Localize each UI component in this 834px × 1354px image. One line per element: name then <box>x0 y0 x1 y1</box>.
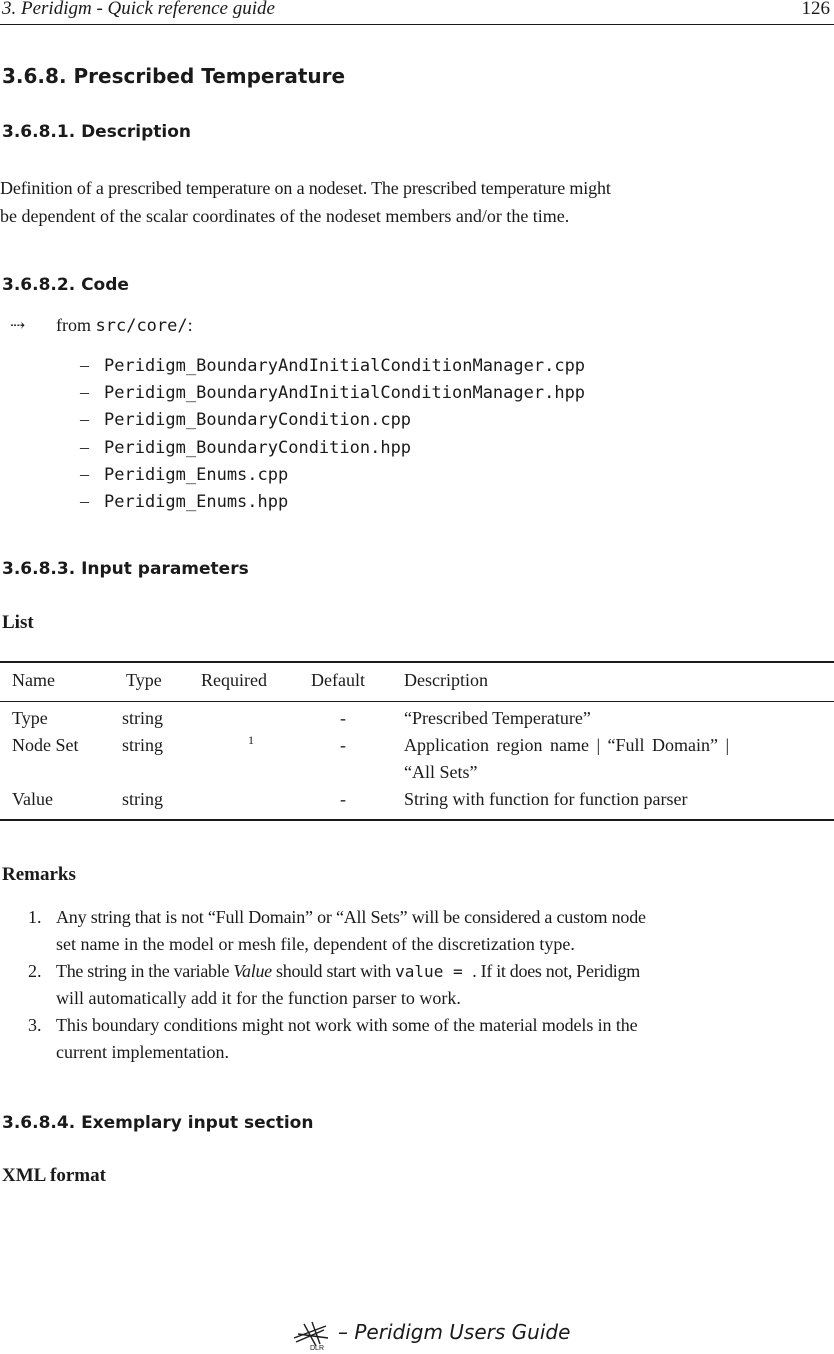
dash-bullet: – <box>80 355 89 375</box>
table-cell-description: String with function for function parser <box>404 789 688 809</box>
remark-code: value = <box>395 962 473 981</box>
dlr-logo-icon <box>290 1318 334 1352</box>
required-footnote-marker: 1 <box>248 733 254 747</box>
code-file-name: Peridigm_BoundaryCondition.hpp <box>104 437 412 458</box>
code-file-item <box>80 406 585 433</box>
code-heading: 3.6.8.2. Code <box>2 275 129 295</box>
remark-text: The string in the variable <box>56 961 234 981</box>
dash-bullet: – <box>80 436 89 457</box>
xml-format-heading: XML format <box>2 1165 106 1186</box>
code-file-name: Peridigm_BoundaryAndInitialConditionManager.hpp <box>104 383 586 404</box>
table-cell-description: Application region name | “Full Domain” | <box>404 735 730 755</box>
table-cell-name: Type <box>12 708 48 728</box>
code-file-name: Peridigm_BoundaryCondition.cpp <box>104 410 412 431</box>
table-cell-default: - <box>340 735 346 755</box>
code-file-item <box>80 352 585 379</box>
remark-line: set name in the model or mesh file, dependent of the discretization type. <box>56 934 575 954</box>
table-cell-name: Node Set <box>12 735 79 755</box>
table-cell-description: “Prescribed Temperature” <box>404 708 591 728</box>
header-rule <box>0 24 834 25</box>
dash-bullet: – <box>80 490 89 511</box>
dash-bullet: – <box>80 382 89 403</box>
column-header-type: Type <box>126 670 162 690</box>
code-source-prefix: from <box>56 315 96 335</box>
remark-variable: Value <box>233 961 272 981</box>
remark-text: should start with <box>271 961 396 981</box>
code-source-path: src/core/ <box>95 316 188 336</box>
table-bottom-rule <box>0 819 834 821</box>
remarks-heading: Remarks <box>2 864 76 885</box>
remarks-list <box>0 904 834 1066</box>
remark-number: 2. <box>28 961 42 981</box>
code-file-name: Peridigm_Enums.cpp <box>104 464 289 485</box>
column-header-required: Required <box>201 670 267 690</box>
column-header-description: Description <box>404 670 488 690</box>
code-file-item <box>80 488 585 515</box>
table-cell-description-continued: “All Sets” <box>404 762 478 782</box>
dash-bullet: – <box>80 463 89 484</box>
remark-text: . If it does not, Peridigm <box>472 961 640 981</box>
section-title: 3.6.8. Prescribed Temperature <box>2 64 346 88</box>
remark-line: current implementation. <box>56 1042 229 1062</box>
remark-number: 1. <box>28 907 42 927</box>
table-top-rule <box>0 661 834 663</box>
remark-line: will automatically add it for the function parser to work. <box>56 988 461 1008</box>
example-heading: 3.6.8.4. Exemplary input section <box>2 1113 314 1133</box>
dash-bullet: – <box>80 409 89 430</box>
remark-item <box>0 1012 834 1066</box>
description-line-2: be dependent of the scalar coordinates of the nodeset members and/or the time. <box>0 206 570 226</box>
footer-title: – Peridigm Users Guide <box>338 1320 571 1344</box>
code-file-item <box>80 461 585 488</box>
table-cell-default: - <box>340 789 346 809</box>
dlr-logo-label: DLR <box>310 1345 325 1352</box>
description-line-1: Definition of a prescribed temperature on a nodeset. The prescribed temperature might <box>0 178 611 198</box>
table-cell-type: string <box>122 789 164 809</box>
page-number: 126 <box>801 0 830 19</box>
code-file-name: Peridigm_BoundaryAndInitialConditionManager.cpp <box>104 356 586 376</box>
table-cell-type: string <box>122 708 164 728</box>
code-source-suffix: : <box>187 315 193 335</box>
remark-line <box>56 958 834 985</box>
code-source-line <box>56 315 193 336</box>
remark-line: Any string that is not “Full Domain” or “All Sets” will be considered a custom node <box>56 907 646 927</box>
description-paragraph <box>0 174 834 230</box>
remark-item <box>0 904 834 958</box>
column-header-default: Default <box>311 670 365 690</box>
table-cell-default: - <box>340 708 346 728</box>
column-header-name: Name <box>12 670 55 690</box>
description-heading: 3.6.8.1. Description <box>2 122 192 142</box>
code-file-item <box>80 379 585 406</box>
table-cell-type: string <box>122 735 164 755</box>
table-header-rule <box>0 701 834 702</box>
code-file-list <box>80 352 585 515</box>
running-header-title: 3. Peridigm - Quick reference guide <box>2 0 275 19</box>
remark-number: 3. <box>28 1015 42 1035</box>
code-file-name: Peridigm_Enums.hpp <box>104 491 289 512</box>
arrow-bullet-icon: ⇢ <box>10 315 26 335</box>
input-parameters-heading: 3.6.8.3. Input parameters <box>2 559 249 579</box>
table-cell-name: Value <box>12 789 53 809</box>
remark-item <box>0 958 834 1012</box>
remark-line: This boundary conditions might not work with some of the material models in the <box>56 1015 638 1035</box>
list-heading: List <box>2 612 34 633</box>
code-file-item <box>80 434 585 461</box>
